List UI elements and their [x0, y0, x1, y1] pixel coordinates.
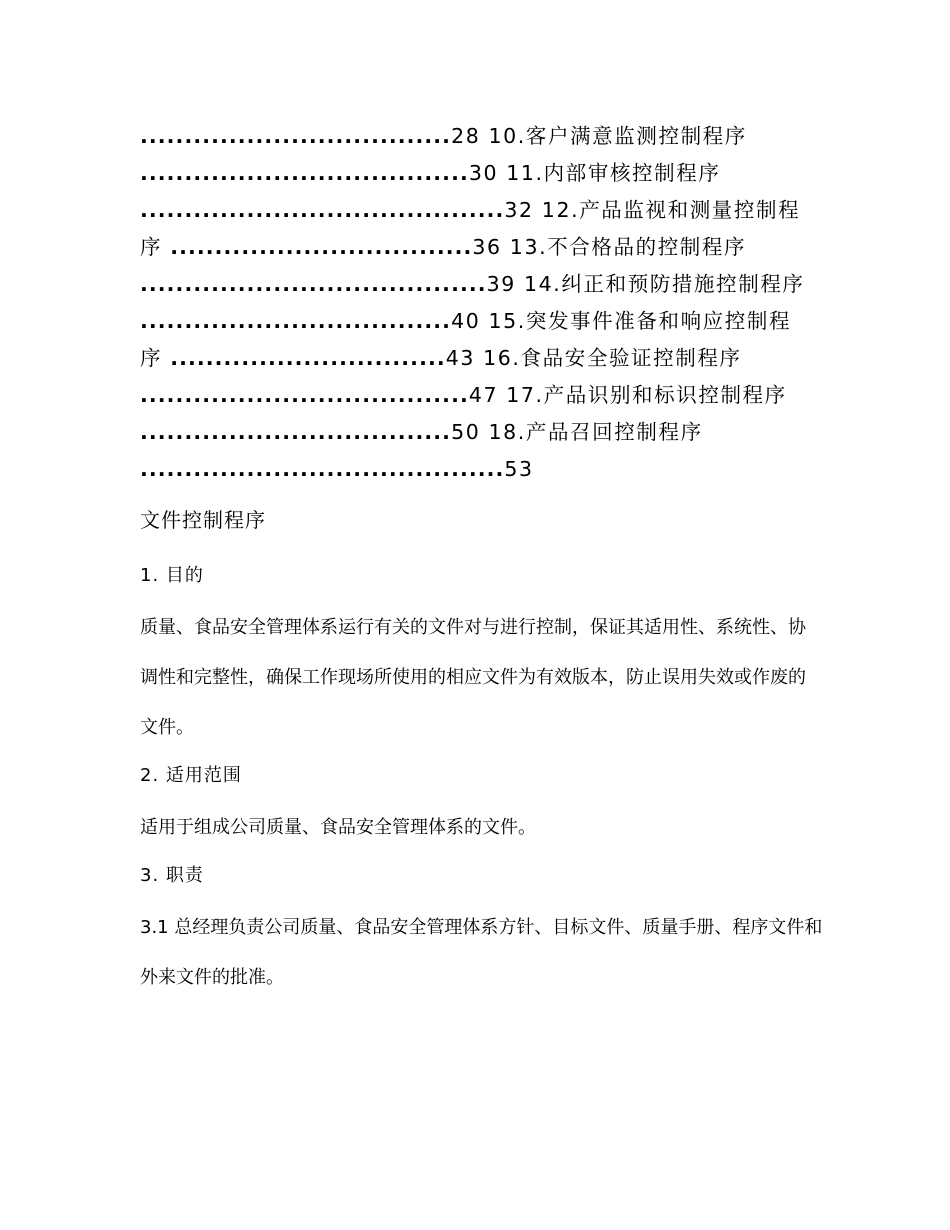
paragraph: 适用于组成公司质量、食品安全管理体系的文件。	[140, 817, 536, 838]
paragraph: 文件。	[140, 717, 194, 738]
section-heading-scope: 2. 适用范围	[140, 765, 242, 786]
paragraph: 外来文件的批准。	[140, 967, 284, 988]
table-of-contents	[140, 118, 820, 488]
toc-leader-dots: ...............................	[170, 346, 446, 370]
toc-entry-text: 43 16.食品安全验证控制程序	[445, 346, 742, 370]
toc-leader-dots: .........................................	[140, 198, 505, 222]
toc-entry-text: 47 17.产品识别和标识控制程序	[468, 383, 787, 407]
toc-line	[140, 266, 820, 303]
toc-entry-text: 39 14.纠正和预防措施控制程序	[486, 272, 805, 296]
toc-leader-dots: .........................................	[140, 457, 505, 481]
toc-prefix: 序	[140, 235, 171, 259]
toc-leader-dots: .....................................	[140, 161, 469, 185]
toc-line	[140, 192, 820, 229]
toc-prefix: 序	[140, 346, 171, 370]
toc-leader-dots: ...................................	[140, 309, 452, 333]
toc-line	[140, 229, 820, 266]
document-title: 文件控制程序	[140, 508, 266, 532]
toc-leader-dots: ...................................	[140, 420, 452, 444]
toc-line	[140, 155, 820, 192]
paragraph: 质量、食品安全管理体系运行有关的文件对与进行控制，保证其适用性、系统性、协	[140, 617, 806, 638]
toc-entry-text: 53	[504, 457, 534, 481]
toc-leader-dots: ...................................	[140, 124, 452, 148]
toc-entry-text: 32 12.产品监视和测量控制程	[504, 198, 801, 222]
section-heading-responsibilities: 3. 职责	[140, 865, 204, 886]
toc-line	[140, 377, 820, 414]
toc-leader-dots: .......................................	[140, 272, 487, 296]
toc-leader-dots: ..................................	[170, 235, 473, 259]
toc-line	[140, 451, 820, 488]
toc-line	[140, 340, 820, 377]
toc-entry-text: 50 18.产品召回控制程序	[451, 420, 703, 444]
paragraph: 3.1 总经理负责公司质量、食品安全管理体系方针、目标文件、质量手册、程序文件和	[140, 917, 823, 938]
paragraph: 调性和完整性，确保工作现场所使用的相应文件为有效版本，防止误用失效或作废的	[140, 667, 806, 688]
toc-line	[140, 414, 820, 451]
toc-entry-text: 30 11.内部审核控制程序	[468, 161, 721, 185]
toc-line	[140, 303, 820, 340]
toc-entry-text: 40 15.突发事件准备和响应控制程	[451, 309, 792, 333]
section-heading-purpose: 1. 目的	[140, 565, 204, 586]
toc-entry-text: 36 13.不合格品的控制程序	[472, 235, 747, 259]
toc-entry-text: 28 10.客户满意监测控制程序	[451, 124, 747, 148]
toc-leader-dots: .....................................	[140, 383, 469, 407]
document-body	[140, 505, 830, 1013]
toc-line	[140, 118, 820, 155]
